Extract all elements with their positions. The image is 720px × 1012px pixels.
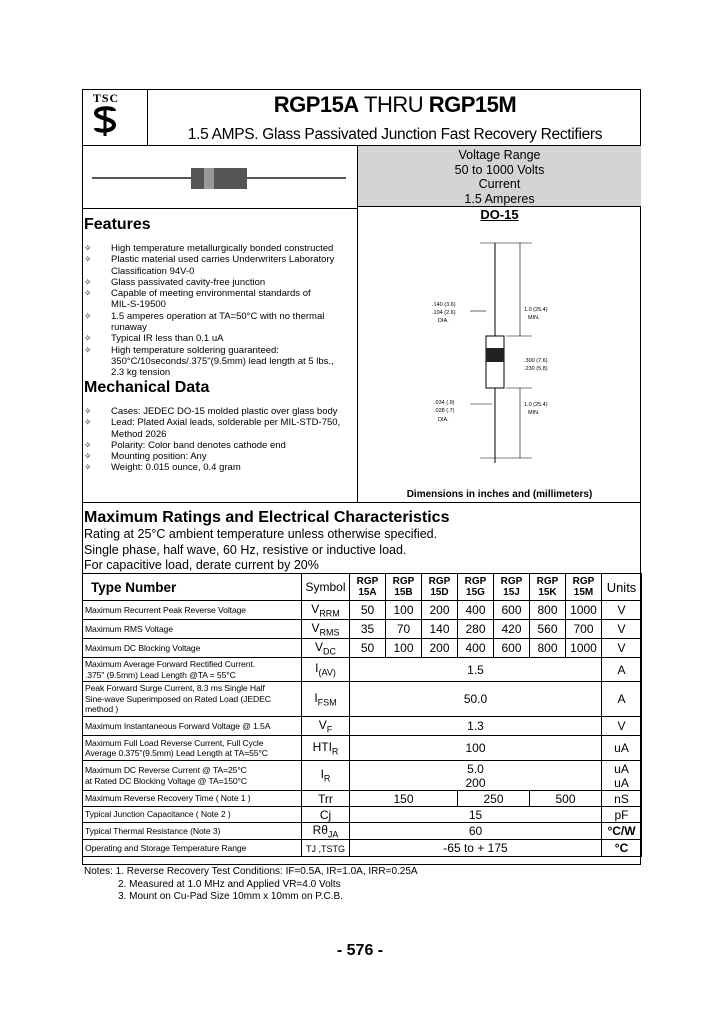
table-row bbox=[83, 807, 642, 823]
dim-len-bot-b: MIN. bbox=[528, 410, 540, 416]
param-cell: Maximum RMS Voltage bbox=[83, 620, 302, 639]
current-value: 1.5 Amperes bbox=[464, 191, 535, 206]
list-item-text: MIL-S-19500 bbox=[111, 299, 166, 311]
unit-cell: V bbox=[602, 601, 642, 620]
value-cell: 15 bbox=[350, 807, 602, 823]
dim-body-dia-c: DIA. bbox=[438, 417, 449, 423]
unit-cell: V bbox=[602, 620, 642, 639]
list-item-text: Cases: JEDEC DO-15 molded plastic over glass body bbox=[111, 406, 338, 417]
units-header: Units bbox=[602, 574, 642, 601]
bullet-icon: ✧ bbox=[84, 254, 92, 265]
value-cell: 100 bbox=[386, 601, 422, 620]
value-cell: 1.3 bbox=[350, 717, 602, 736]
dimension-caption: Dimensions in inches and (millimeters) bbox=[406, 489, 593, 500]
title-thru: THRU bbox=[364, 92, 424, 117]
page-number: - 576 - bbox=[336, 942, 384, 959]
list-item-text: Mounting position: Any bbox=[111, 451, 207, 463]
param-cell: Maximum Average Forward Rectified Current. .375" (9.5mm) Lead Length @TA = 55°C bbox=[83, 658, 302, 682]
part-number-header: RGP 15J bbox=[494, 574, 530, 601]
part-number-header: RGP 15A bbox=[350, 574, 386, 601]
value-cell: 100 bbox=[386, 639, 422, 658]
bullet-icon: ✧ bbox=[84, 276, 92, 287]
list-item-text: Lead: Plated Axial leads, solderable per MIL-STD-750, bbox=[111, 417, 341, 429]
unit-cell: nS bbox=[602, 791, 642, 807]
list-item-text: Plastic material used carries Underwriters Laboratory bbox=[111, 254, 335, 266]
features-list bbox=[84, 243, 359, 379]
unit-cell: V bbox=[602, 717, 642, 736]
diode-illustration bbox=[88, 165, 350, 191]
divider bbox=[82, 208, 358, 209]
bullet-icon: ✧ bbox=[84, 439, 92, 450]
value-cell: 400 bbox=[458, 601, 494, 620]
param-cell: Maximum DC Blocking Voltage bbox=[83, 639, 302, 658]
list-item bbox=[84, 243, 359, 254]
symbol-cell: $R\theta_{JA}$ bbox=[302, 823, 350, 840]
table-row bbox=[83, 620, 642, 639]
param-cell: Typical Junction Capacitance ( Note 2 ) bbox=[83, 807, 302, 823]
value-cell: 420 bbox=[494, 620, 530, 639]
value-cell: 50 bbox=[350, 601, 386, 620]
table-row bbox=[83, 658, 642, 682]
unit-cell: uA bbox=[602, 736, 642, 761]
param-cell: Peak Forward Surge Current, 8.3 ms Single Half Sine-wave Superimposed on Rated Load (JEDEC method ) bbox=[83, 682, 302, 717]
mechanical-heading: Mechanical Data bbox=[84, 379, 210, 396]
part-number-header: RGP 15K bbox=[530, 574, 566, 601]
value-cell: 200 bbox=[422, 639, 458, 658]
current-label: Current bbox=[478, 177, 521, 191]
bullet-icon: ✧ bbox=[84, 451, 92, 462]
symbol-cell: $V_{DC}$ bbox=[302, 639, 350, 658]
value-cell: 5.0 200 bbox=[350, 761, 602, 791]
table-row bbox=[83, 717, 642, 736]
page-title bbox=[150, 92, 640, 118]
value-cell: 50 bbox=[350, 639, 386, 658]
table-row bbox=[83, 639, 642, 658]
value-cell: 200 bbox=[422, 601, 458, 620]
table-row bbox=[83, 736, 642, 761]
value-cell: 500 bbox=[530, 791, 602, 807]
voltage-range-box bbox=[358, 146, 641, 207]
value-cell: 35 bbox=[350, 620, 386, 639]
symbol-cell: Cj bbox=[302, 807, 350, 823]
part-number-header: RGP 15G bbox=[458, 574, 494, 601]
list-item bbox=[84, 288, 359, 311]
value-cell: 600 bbox=[494, 601, 530, 620]
unit-cell: A bbox=[602, 658, 642, 682]
logo-mark-icon bbox=[92, 106, 122, 138]
note-line: 2. Measured at 1.0 MHz and Applied VR=4.0 Volts bbox=[118, 878, 341, 890]
symbol-cell: $I_R$ bbox=[302, 761, 350, 791]
bullet-icon: ✧ bbox=[84, 417, 92, 428]
symbol-header: Symbol bbox=[302, 574, 350, 601]
bullet-icon: ✧ bbox=[84, 243, 92, 253]
dim-len-top-a: 1.0 (25.4) bbox=[524, 307, 548, 313]
param-cell: Maximum Reverse Recovery Time ( Note 1 ) bbox=[83, 791, 302, 807]
table-row bbox=[83, 840, 642, 857]
ratings-conditions bbox=[84, 527, 437, 574]
unit-cell: °C/W bbox=[602, 823, 642, 840]
list-item-text: Glass passivated cavity-free junction bbox=[111, 276, 266, 288]
param-cell: Maximum DC Reverse Current @ TA=25°C at Rated DC Blocking Voltage @ TA=150°C bbox=[83, 761, 302, 791]
list-item-text: Method 2026 bbox=[111, 428, 167, 440]
logo-text: TSC bbox=[92, 91, 120, 105]
list-item-text: 1.5 amperes operation at TA=50°C with no thermal runaway bbox=[111, 310, 325, 334]
table-row bbox=[83, 601, 642, 620]
bullet-icon: ✧ bbox=[84, 406, 92, 416]
dim-body-dia-b: .028 (.7) bbox=[434, 408, 455, 414]
note-line: 3. Mount on Cu-Pad Size 10mm x 10mm on P.C.B. bbox=[118, 891, 343, 902]
title-part-2: RGP15M bbox=[428, 92, 517, 117]
param-cell: Maximum Recurrent Peak Reverse Voltage bbox=[83, 601, 302, 620]
symbol-cell: $V_F$ bbox=[302, 717, 350, 736]
value-cell: 560 bbox=[530, 620, 566, 639]
dim-body-dia-a: .034 (.9) bbox=[434, 400, 455, 406]
value-cell: 800 bbox=[530, 601, 566, 620]
part-number-header: RGP 15B bbox=[386, 574, 422, 601]
unit-cell: °C bbox=[602, 840, 642, 857]
list-item bbox=[84, 277, 359, 288]
symbol-cell: $I_{FSM}$ bbox=[302, 682, 350, 717]
type-number-header: Type Number bbox=[83, 574, 302, 601]
value-cell: 50.0 bbox=[350, 682, 602, 717]
unit-cell: A bbox=[602, 682, 642, 717]
dim-len-bot-a: 1.0 (25.4) bbox=[524, 402, 548, 408]
param-cell: Typical Thermal Resistance (Note 3) bbox=[83, 823, 302, 840]
unit-cell: pF bbox=[602, 807, 642, 823]
notes bbox=[84, 866, 418, 904]
voltage-range-value: 50 to 1000 Volts bbox=[454, 162, 545, 177]
list-item-text: High temperature soldering guaranteed: bbox=[111, 344, 279, 356]
list-item-text: 350°C/10seconds/.375"(9.5mm) lead length at 5 lbs., bbox=[111, 355, 334, 367]
bullet-icon: ✧ bbox=[84, 333, 92, 344]
ratings-line: Single phase, half wave, 60 Hz, resistive or inductive load. bbox=[84, 542, 407, 557]
package-name: DO-15 bbox=[480, 207, 519, 222]
value-cell: 1000 bbox=[566, 639, 602, 658]
symbol-cell: Trr bbox=[302, 791, 350, 807]
voltage-range-label: Voltage Range bbox=[458, 148, 541, 162]
table-row bbox=[83, 791, 642, 807]
list-item bbox=[84, 311, 359, 334]
table-row bbox=[83, 823, 642, 840]
divider bbox=[82, 502, 641, 503]
bullet-icon: ✧ bbox=[84, 288, 92, 299]
bullet-icon: ✧ bbox=[84, 344, 92, 355]
dim-len-top-b: MIN. bbox=[528, 315, 540, 321]
value-cell: 800 bbox=[530, 639, 566, 658]
note-line: Notes: 1. Reverse Recovery Test Conditions: IF=0.5A, IR=1.0A, IRR=0.25A bbox=[84, 866, 418, 877]
table-row bbox=[83, 761, 642, 791]
unit-cell: uA uA bbox=[602, 761, 642, 791]
value-cell: 60 bbox=[350, 823, 602, 840]
tsc-logo bbox=[84, 91, 148, 145]
list-item bbox=[84, 440, 359, 451]
value-cell: 280 bbox=[458, 620, 494, 639]
list-item-text: Polarity: Color band denotes cathode end bbox=[111, 439, 286, 451]
package-dimension-drawing bbox=[420, 238, 570, 468]
value-cell: 400 bbox=[458, 639, 494, 658]
dim-lead-dia-b: .104 (2.6) bbox=[432, 310, 456, 316]
value-cell: 70 bbox=[386, 620, 422, 639]
param-cell: Maximum Instantaneous Forward Voltage @ 1.5A bbox=[83, 717, 302, 736]
list-item bbox=[84, 333, 359, 344]
list-item-text: Typical IR less than 0.1 uA bbox=[111, 333, 224, 345]
part-number-header: RGP 15D bbox=[422, 574, 458, 601]
title-part-1: RGP15A bbox=[273, 92, 359, 117]
symbol-cell: $V_{RRM}$ bbox=[302, 601, 350, 620]
ratings-line: Rating at 25°C ambient temperature unless otherwise specified. bbox=[84, 527, 438, 541]
list-item bbox=[84, 254, 359, 277]
symbol-cell: $I_{(AV)}$ bbox=[302, 658, 350, 682]
ratings-table bbox=[82, 573, 642, 857]
value-cell: 600 bbox=[494, 639, 530, 658]
list-item-text: Weight: 0.015 ounce, 0.4 gram bbox=[111, 462, 241, 474]
ratings-heading: Maximum Ratings and Electrical Characteristics bbox=[84, 509, 450, 526]
part-number-header: RGP 15M bbox=[566, 574, 602, 601]
list-item-text: 2.3 kg tension bbox=[111, 367, 171, 379]
param-cell: Operating and Storage Temperature Range bbox=[83, 840, 302, 857]
value-cell: 100 bbox=[350, 736, 602, 761]
page-subtitle: 1.5 AMPS. Glass Passivated Junction Fast Recovery Rectifiers bbox=[187, 126, 603, 143]
dim-lead-dia-c: DIA. bbox=[438, 318, 449, 324]
mechanical-list bbox=[84, 406, 359, 474]
bullet-icon: ✧ bbox=[84, 462, 92, 473]
table-row bbox=[83, 682, 642, 717]
list-item-text: Classification 94V-0 bbox=[111, 265, 195, 277]
symbol-cell: $V_{RMS}$ bbox=[302, 620, 350, 639]
dim-lead-dia-a: .140 (3.6) bbox=[432, 302, 456, 308]
ratings-line: For capacitive load, derate current by 20% bbox=[84, 558, 319, 572]
list-item bbox=[84, 451, 359, 462]
value-cell: 700 bbox=[566, 620, 602, 639]
value-cell: 1.5 bbox=[350, 658, 602, 682]
features-heading: Features bbox=[84, 216, 151, 233]
value-cell: 250 bbox=[458, 791, 530, 807]
dim-body-len-b: .230 (5.8) bbox=[524, 366, 548, 372]
list-item-text: High temperature metallurgically bonded constructed bbox=[111, 243, 334, 254]
table-header-row bbox=[83, 574, 642, 601]
unit-cell: V bbox=[602, 639, 642, 658]
dim-body-len-a: .300 (7.6) bbox=[524, 358, 548, 364]
list-item-text: Capable of meeting environmental standards of bbox=[111, 288, 311, 300]
bullet-icon: ✧ bbox=[84, 310, 92, 321]
value-cell: -65 to + 175 bbox=[350, 840, 602, 857]
param-cell: Maximum Full Load Reverse Current, Full Cycle Average 0.375"(9.5mm) Lead Length at TA=55°C bbox=[83, 736, 302, 761]
list-item bbox=[84, 417, 359, 440]
list-item bbox=[84, 462, 359, 473]
symbol-cell: $HTI_R$ bbox=[302, 736, 350, 761]
list-item bbox=[84, 406, 359, 417]
value-cell: 140 bbox=[422, 620, 458, 639]
value-cell: 150 bbox=[350, 791, 458, 807]
symbol-cell: TJ ,TSTG bbox=[302, 840, 350, 857]
list-item bbox=[84, 345, 359, 379]
value-cell: 1000 bbox=[566, 601, 602, 620]
